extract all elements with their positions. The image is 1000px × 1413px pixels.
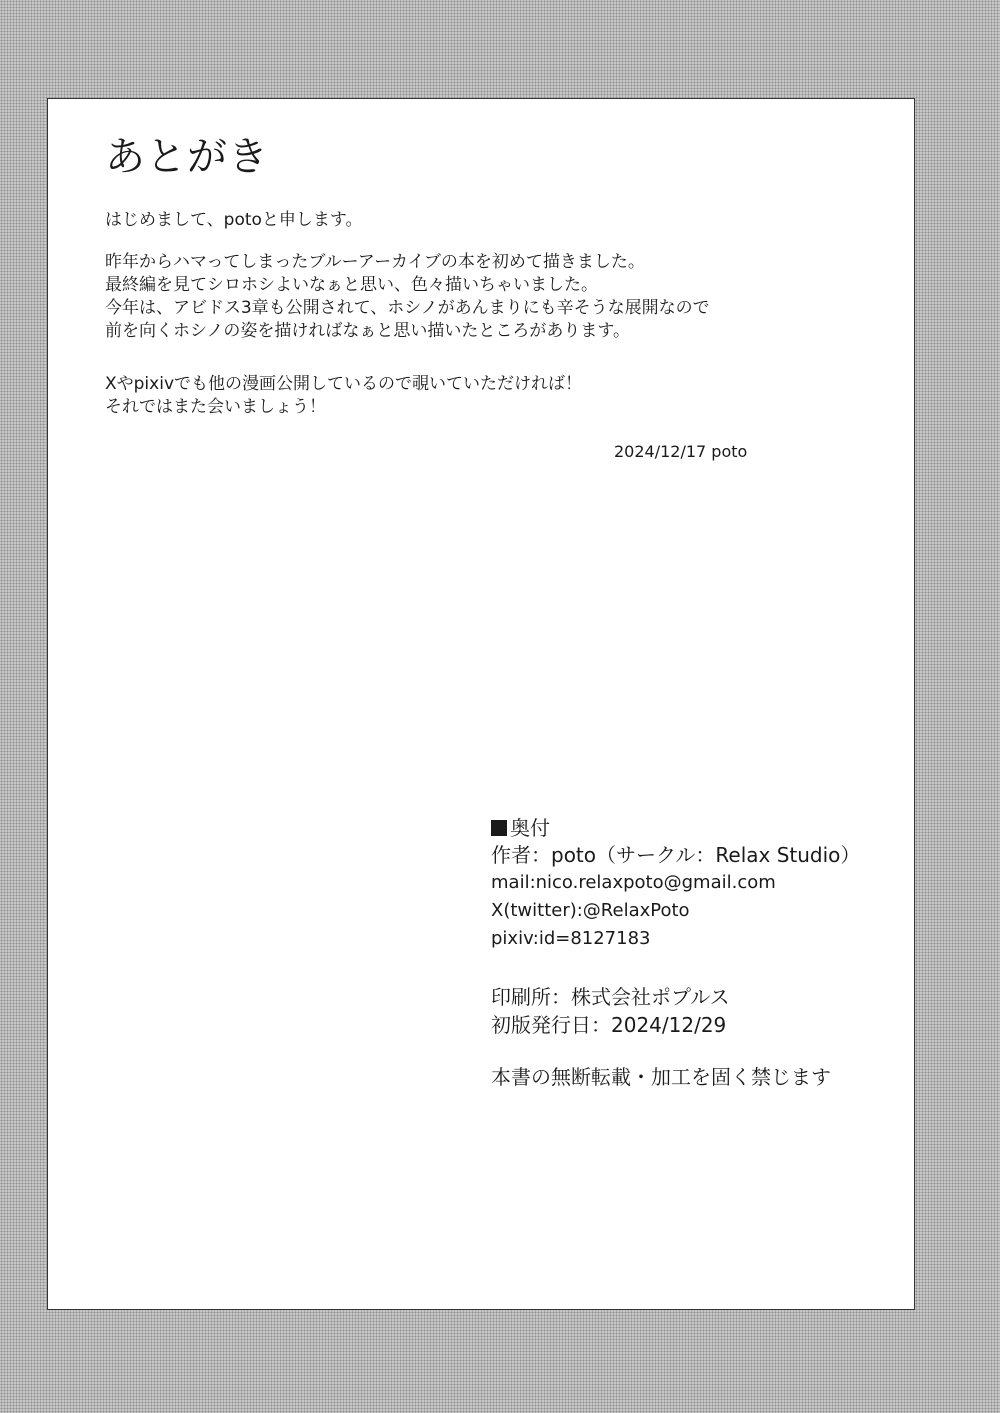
colophon-notice: 本書の無断転載・加工を固く禁じます bbox=[491, 1065, 831, 1089]
document-page bbox=[47, 98, 915, 1310]
body-line: 今年は、アビドス3章も公開されて、ホシノがあんまりにも辛そうな展開なので bbox=[105, 298, 710, 318]
colophon-heading bbox=[491, 815, 860, 841]
colophon-twitter: X(twitter):@RelaxPoto bbox=[491, 900, 690, 921]
closing-line: それではまた会いましょう！ bbox=[105, 397, 326, 417]
afterword-body bbox=[105, 251, 710, 343]
colophon-pixiv: pixiv:id=8127183 bbox=[491, 928, 651, 949]
colophon-author: 作者：poto（サークル：Relax Studio） bbox=[491, 843, 861, 867]
colophon bbox=[491, 815, 860, 1091]
afterword-closing bbox=[105, 373, 582, 419]
intro-line: はじめまして、potoと申します。 bbox=[105, 210, 363, 230]
body-line: 前を向くホシノの姿を描ければなぁと思い描いたところがあります。 bbox=[105, 321, 630, 341]
closing-line: Xやpixivでも他の漫画公開しているので覗いていただければ！ bbox=[105, 374, 583, 394]
body-line: 昨年からハマってしまったブルーアーカイブの本を初めて描きました。 bbox=[105, 252, 645, 272]
black-square-icon bbox=[491, 820, 507, 836]
afterword-intro bbox=[105, 209, 363, 232]
colophon-heading-text: 奥付 bbox=[510, 816, 550, 840]
body-line: 最終編を見てシロホシよいなぁと思い、色々描いちゃいました。 bbox=[105, 275, 598, 295]
afterword-signature: 2024/12/17 poto bbox=[614, 442, 748, 461]
colophon-first-edition: 初版発行日：2024/12/29 bbox=[491, 1013, 727, 1037]
colophon-printer: 印刷所：株式会社ポプルス bbox=[491, 985, 730, 1009]
colophon-mail: mail:nico.relaxpoto@gmail.com bbox=[491, 872, 776, 893]
afterword-title: あとがき bbox=[105, 134, 269, 180]
